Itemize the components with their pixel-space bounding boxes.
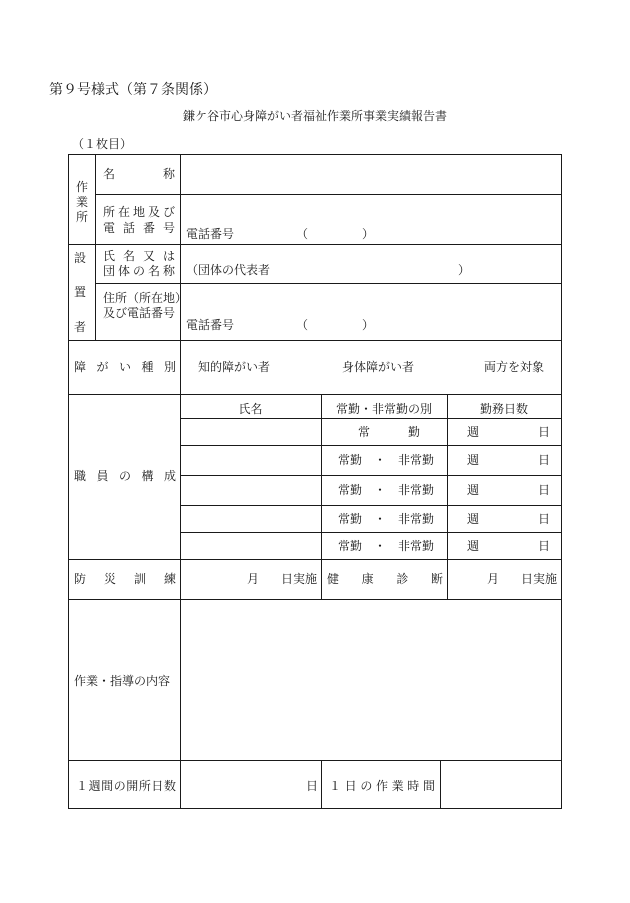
founder-organization-label: 団 体 の 名 称 — [103, 264, 175, 278]
staff-row4-dot: ・ — [374, 512, 387, 526]
founder-representative-close: ） — [458, 263, 471, 277]
staff-row5-week: 週 — [467, 539, 480, 553]
staff-header-status: 常勤・非常勤の別 — [335, 402, 432, 416]
staff-row3-week: 週 — [467, 483, 480, 497]
workplace-phone-text: 電話番号 — [186, 227, 235, 241]
disability-option-physical: 身体障がい者 — [342, 360, 415, 374]
page-count: （１枚目） — [72, 137, 133, 151]
staff-row3-fulltime: 常勤 — [338, 483, 363, 497]
staff-row4-week: 週 — [467, 512, 480, 526]
staff-row2-day: 日 — [538, 453, 551, 467]
disability-type-label: 障 が い 種 別 — [74, 360, 176, 374]
staff-row1-week: 週 — [467, 425, 480, 439]
workplace-phone-paren-close: ） — [362, 227, 375, 241]
founder-phone-label: 及び電話番号 — [103, 306, 176, 320]
staff-row1-day: 日 — [538, 425, 551, 439]
checkup-day-done: 日実施 — [521, 572, 558, 586]
staff-row4-parttime: 非常勤 — [398, 512, 435, 526]
staff-composition-label: 職 員 の 構 成 — [74, 469, 176, 483]
drill-day-done: 日実施 — [281, 572, 318, 586]
founder-phone-paren-close: ） — [362, 318, 375, 332]
founder-group-label-2: 置 — [74, 285, 87, 299]
staff-row5-parttime: 非常勤 — [398, 539, 435, 553]
founder-group-label-3: 者 — [74, 320, 87, 334]
staff-row5-fulltime: 常勤 — [338, 539, 363, 553]
checkup-month: 月 — [487, 572, 500, 586]
workplace-group-label: 作 業 所 — [75, 180, 88, 224]
disability-option-intellectual: 知的障がい者 — [198, 360, 271, 374]
weekly-open-days-label: １ 週 間 の 開 所 日 数 — [76, 779, 176, 793]
staff-row2-week: 週 — [467, 453, 480, 467]
founder-representative-text: （団体の代表者 — [186, 263, 271, 277]
daily-work-hours-label: １ 日 の 作 業 時 間 — [329, 779, 435, 793]
staff-row1-status-1: 常 — [358, 425, 371, 439]
disability-option-both: 両方を対象 — [484, 360, 545, 374]
founder-address-label: 住所（所在地） — [103, 291, 188, 305]
workplace-name-label: 名 称 — [103, 167, 175, 181]
staff-row4-day: 日 — [538, 512, 551, 526]
staff-row5-dot: ・ — [374, 539, 387, 553]
health-checkup-label: 健 康 診 断 — [327, 572, 443, 586]
staff-row2-parttime: 非常勤 — [398, 453, 435, 467]
workplace-phone-label: 電 話 番 号 — [103, 221, 175, 235]
staff-row3-dot: ・ — [374, 483, 387, 497]
form-number: 第９号様式（第７条関係） — [49, 82, 217, 98]
founder-phone-paren-open: （ — [296, 318, 309, 332]
staff-row2-dot: ・ — [374, 453, 387, 467]
weekly-open-days-unit: 日 — [306, 779, 319, 793]
founder-group-label-1: 設 — [74, 251, 87, 265]
staff-row3-day: 日 — [538, 483, 551, 497]
staff-row5-day: 日 — [538, 539, 551, 553]
document-title: 鎌ケ谷市心身障がい者福祉作業所事業実績報告書 — [182, 109, 447, 123]
founder-name-label: 氏 名 又 は — [103, 249, 175, 263]
staff-row3-parttime: 非常勤 — [398, 483, 435, 497]
workplace-address-label: 所 在 地 及 び — [103, 205, 175, 219]
work-content-label: 作業・指導の内容 — [74, 674, 171, 688]
staff-row2-fulltime: 常勤 — [338, 453, 363, 467]
founder-phone-text: 電話番号 — [186, 318, 235, 332]
staff-header-days: 勤務日数 — [479, 402, 528, 416]
drill-month: 月 — [247, 572, 260, 586]
staff-row1-status-2: 勤 — [408, 425, 421, 439]
workplace-phone-paren-open: （ — [296, 227, 309, 241]
staff-header-name: 氏名 — [238, 402, 263, 416]
disaster-drill-label: 防 災 訓 練 — [74, 572, 176, 586]
staff-row4-fulltime: 常勤 — [338, 512, 363, 526]
